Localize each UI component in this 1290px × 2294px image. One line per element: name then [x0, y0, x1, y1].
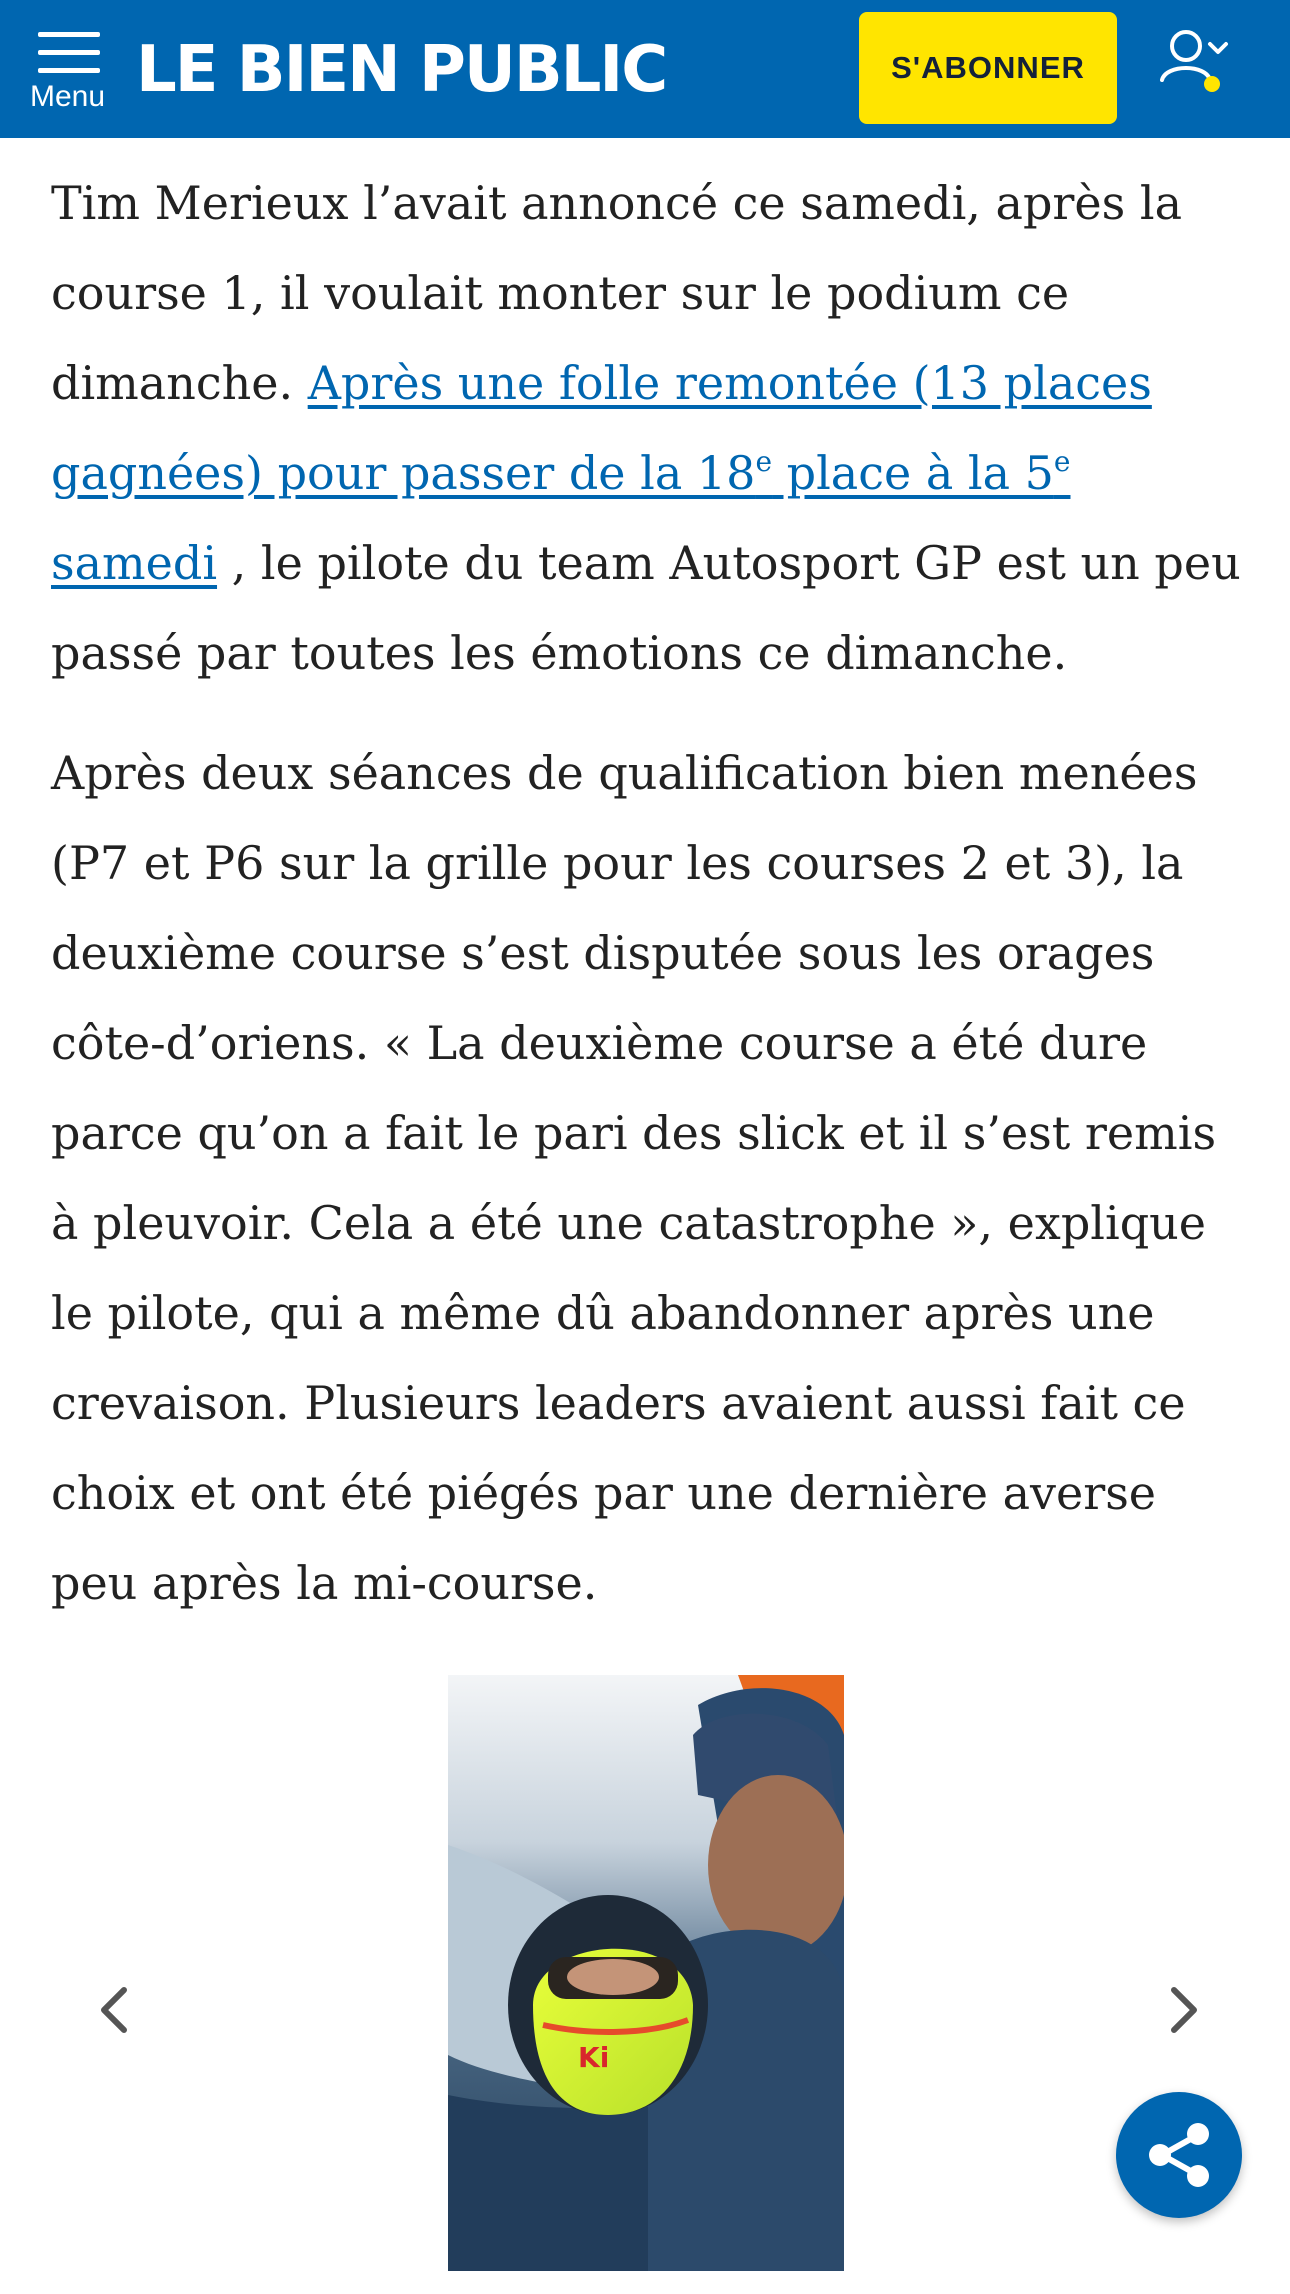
carousel-prev-button[interactable]: [76, 1970, 156, 2050]
site-logo[interactable]: LE BIEN PUBLIC: [136, 33, 667, 107]
user-account-icon: [1160, 28, 1242, 98]
share-icon: [1116, 2092, 1242, 2218]
article-paragraph: Tim Merieux l’avait annoncé ce samedi, après la course 1, il voulait monter sur le podium ce dimanche. Après une folle remontée (13 places gagnées) pour passer de la 18e place à la 5e samedi , le pilote du team Autosport GP est un peu passé par toutes les émotions ce dimanche.: [51, 176, 1241, 680]
top-header: [0, 0, 1290, 138]
chevron-right-icon: [1142, 1970, 1222, 2050]
chevron-left-icon: [76, 1970, 156, 2050]
menu-label: Menu: [30, 80, 106, 113]
related-article-link[interactable]: Après une folle remontée (13 places gagnées) pour passer de la 18e place à la 5e samedi: [51, 356, 1152, 590]
share-button[interactable]: [1116, 2092, 1242, 2218]
carousel-next-button[interactable]: [1142, 1970, 1222, 2050]
helmet-logo-text: Ki: [578, 2041, 610, 2074]
subscribe-button[interactable]: S'ABONNER: [859, 12, 1117, 124]
article-body: [51, 158, 1251, 1628]
account-button[interactable]: [1160, 28, 1242, 98]
hamburger-icon: [38, 32, 100, 74]
menu-button[interactable]: [24, 22, 118, 118]
driver-photo: [448, 1675, 844, 2271]
carousel-photo[interactable]: [448, 1675, 844, 2271]
article-paragraph: Après deux séances de qualification bien menées (P7 et P6 sur la grille pour les courses 2 et 3), la deuxième course s’est disputée sous les orages côte-d’oriens. « La deuxième course a été dure parce qu’on a fait le pari des slick et il s’est remis à pleuvoir. Cela a été une catastrophe », explique le pilote, qui a même dû abandonner après une crevaison. Plusieurs leaders avaient aussi fait ce choix et ont été piégés par une dernière averse peu après la mi-course.: [51, 746, 1217, 1610]
